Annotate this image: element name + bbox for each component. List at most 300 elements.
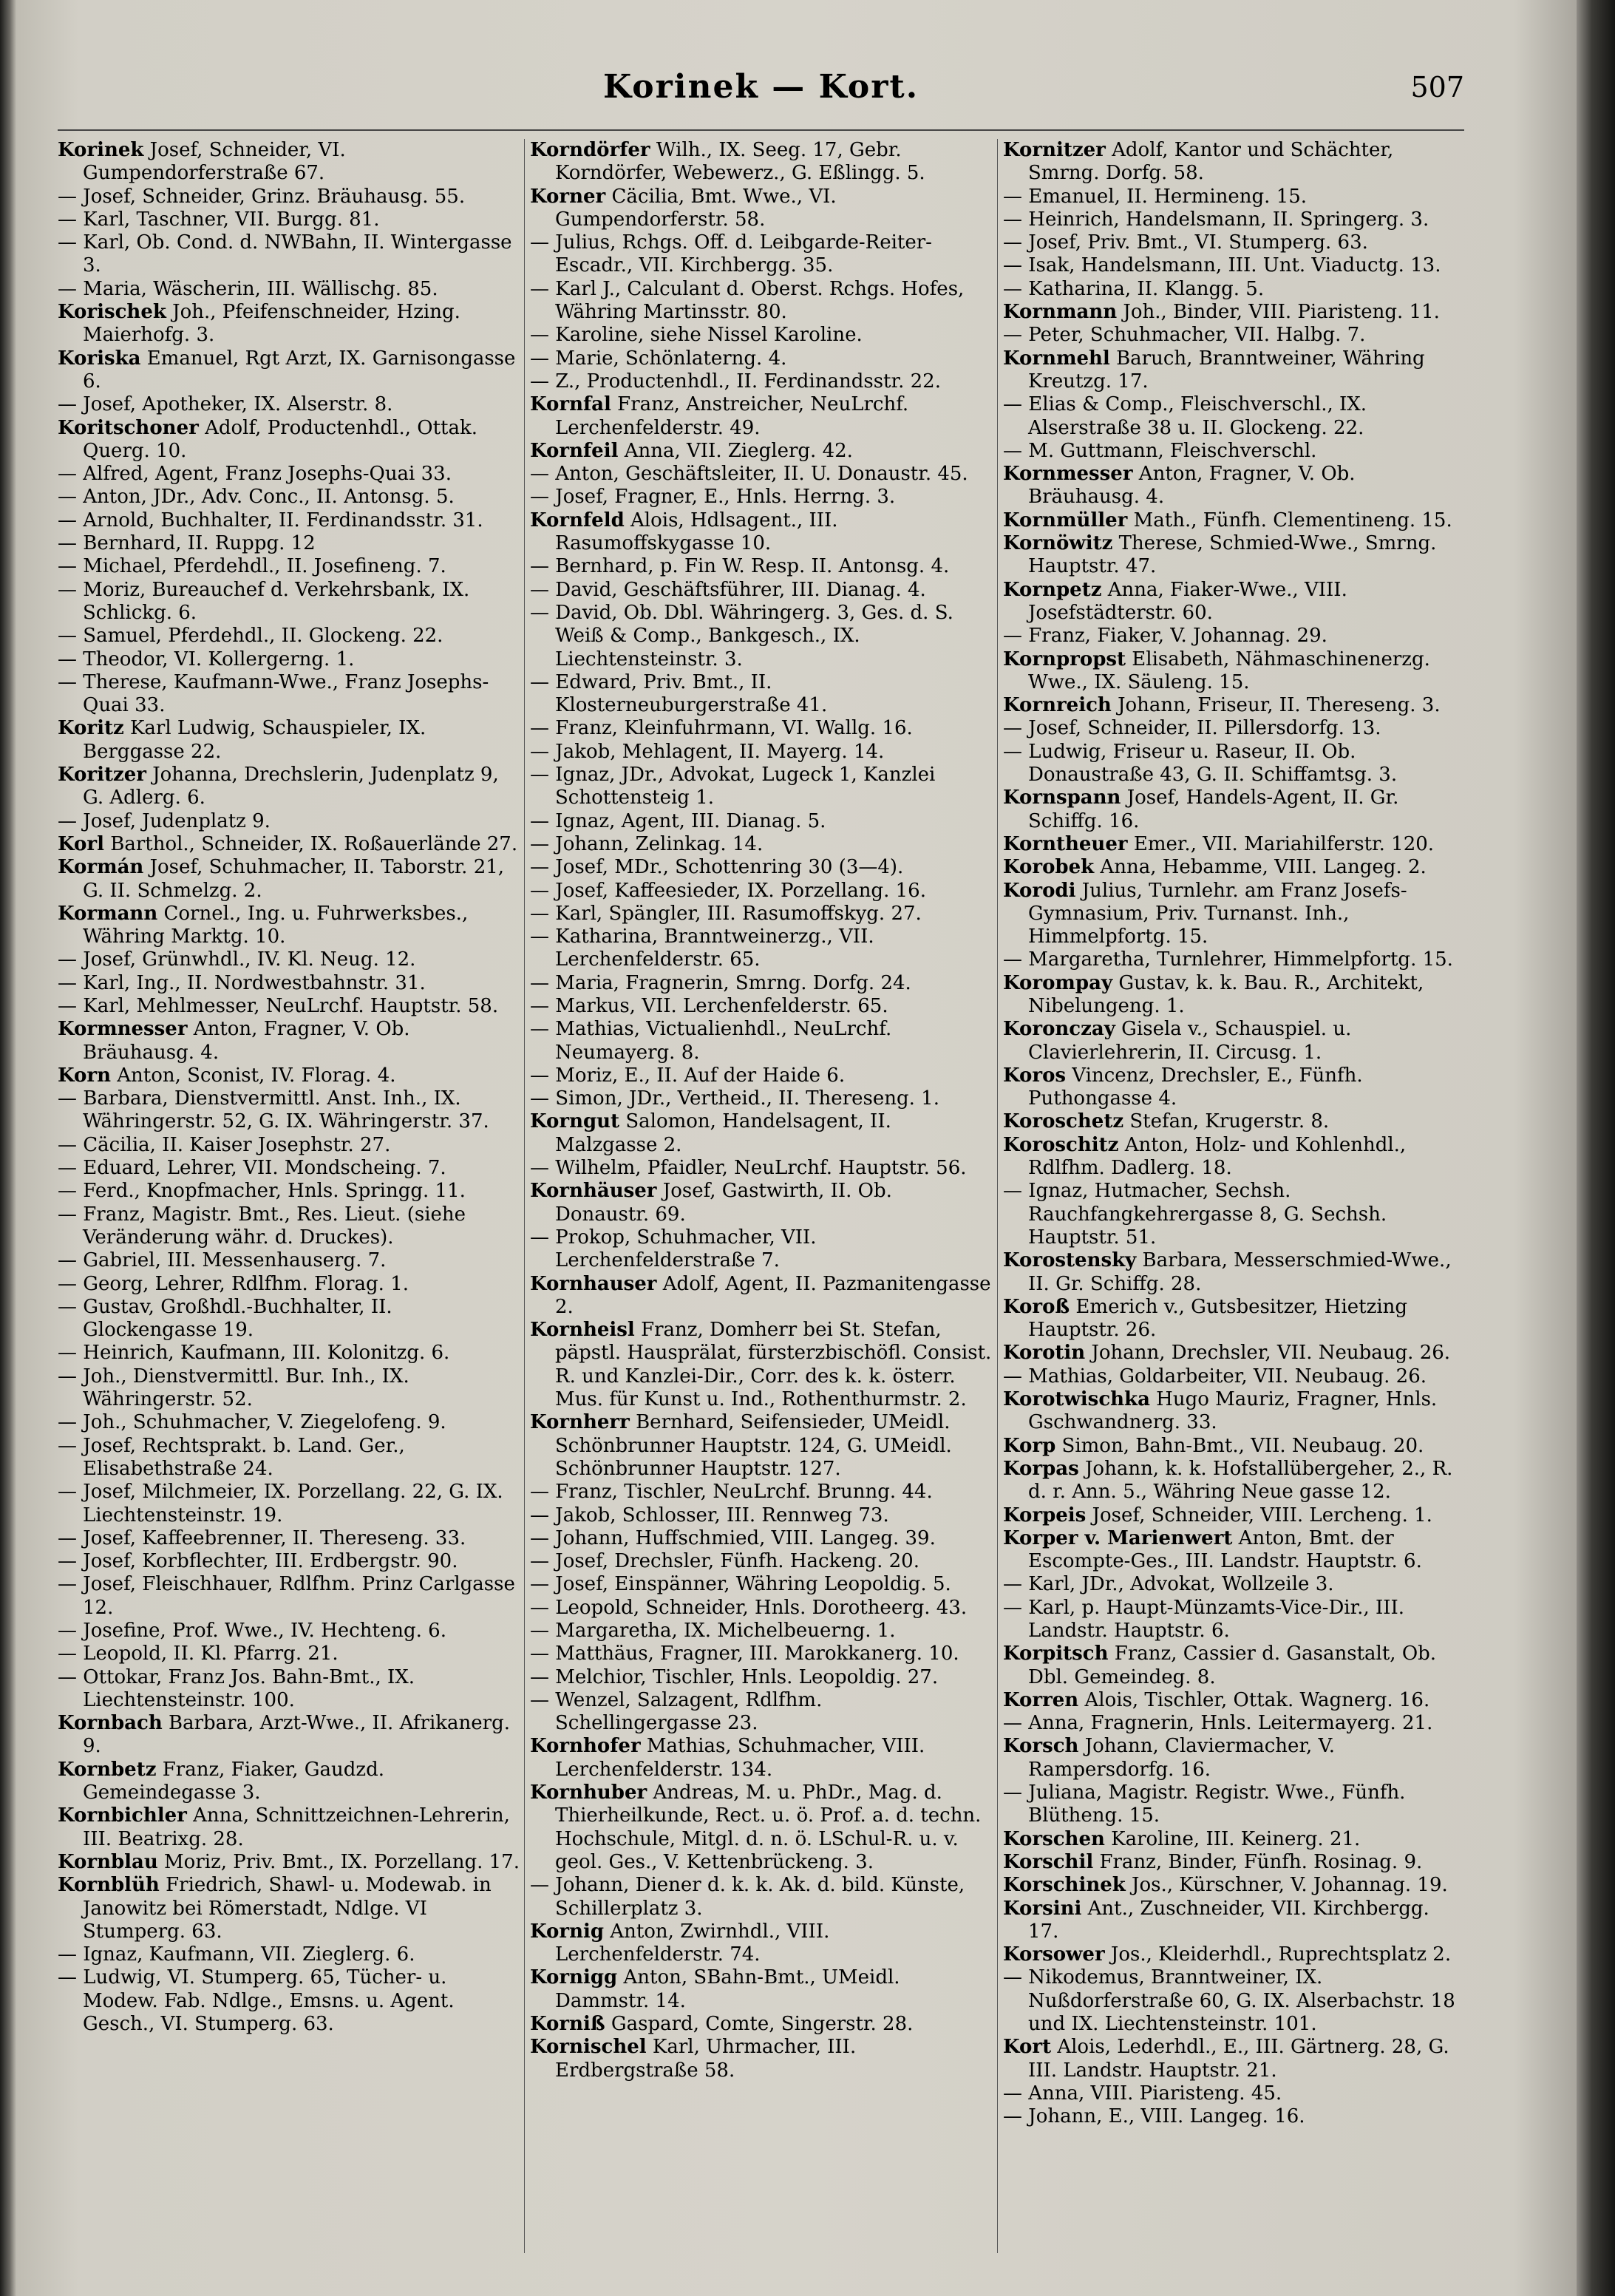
entry-text: — Marie, Schönlaterng. 4. [530, 347, 787, 370]
directory-entry [530, 810, 992, 833]
directory-entry [530, 741, 992, 764]
directory-entry [530, 579, 992, 602]
entry-headword: Korobek [1003, 856, 1095, 879]
directory-entry [530, 1504, 992, 1527]
directory-entry [58, 1643, 520, 1665]
entry-text: — Franz, Kleinfuhrmann, VI. Wallg. 16. [530, 717, 913, 740]
directory-entry [58, 671, 520, 718]
entry-text: — Heinrich, Handelsmann, II. Springerg. 3. [1003, 208, 1429, 231]
entry-text: — Georg, Lehrer, Rdlfhm. Florag. 1. [58, 1272, 409, 1295]
entry-headword: Korren [1003, 1688, 1079, 1711]
directory-entry [1003, 254, 1465, 277]
entry-text: — Josef, Schneider, II. Pillersdorfg. 13. [1003, 717, 1381, 740]
entry-text: — Gabriel, III. Messenhauserg. 7. [58, 1249, 387, 1272]
entry-text: Adolf, Productenhdl., Ottak. Querg. 10. [83, 416, 478, 462]
entry-text: — David, Ob. Dbl. Währingerg. 3, Ges. d. S. Weiß & Comp., Bankgesch., IX. Liechtensteinstr. 3. [530, 601, 953, 670]
entry-headword: Kornreich [1003, 694, 1112, 717]
directory-entry [530, 1573, 992, 1596]
directory-entry [58, 1296, 520, 1342]
entry-text: Barbara, Arzt-Wwe., II. Afrikanerg. 9. [83, 1712, 510, 1758]
entry-text: — Bernhard, II. Ruppg. 12 [58, 532, 316, 555]
directory-entry [1003, 347, 1465, 394]
entry-text: — Karl, Ing., II. Nordwestbahnstr. 31. [58, 971, 426, 994]
directory-entry [1003, 1064, 1465, 1111]
directory-entry [530, 1689, 992, 1736]
directory-entry [530, 717, 992, 740]
entry-headword: Koritz [58, 717, 124, 740]
directory-entry [530, 1874, 992, 1920]
directory-entry [1003, 2082, 1465, 2105]
entry-text: Hugo Mauriz, Fragner, Hnls. Gschwandnerg. 33. [1028, 1388, 1438, 1434]
entry-headword: Kort [1003, 2036, 1052, 2059]
entry-text: — Simon, JDr., Vertheid., II. Thereseng. 1. [530, 1087, 939, 1110]
entry-headword: Kornitzer [1003, 139, 1106, 161]
directory-entry [1003, 509, 1465, 532]
entry-text: — Katharina, II. Klangg. 5. [1003, 277, 1265, 300]
entry-text: Vincenz, Drechsler, E., Fünfh. Puthongasse 4. [1028, 1064, 1363, 1110]
directory-entry [58, 186, 520, 208]
directory-entry [58, 417, 520, 463]
entry-text: — Maria, Wäscherin, III. Wällischg. 85. [58, 277, 438, 300]
entry-text: — Moriz, Bureauchef d. Verkehrsbank, IX. Schlickg. 6. [58, 578, 470, 624]
entry-text: — Karl, Ob. Cond. d. NWBahn, II. Wintergasse 3. [58, 231, 512, 277]
entry-text: Johann, Friseur, II. Thereseng. 3. [1111, 694, 1441, 717]
entry-headword: Korpas [1003, 1457, 1079, 1480]
entry-text: — Josef, Drechsler, Fünfh. Hackeng. 20. [530, 1550, 919, 1573]
entry-text: Karoline, III. Keinerg. 21. [1104, 1827, 1361, 1850]
entry-text: Gaspard, Comte, Singerstr. 28. [605, 2013, 914, 2036]
directory-entry [1003, 440, 1465, 463]
entry-text: — David, Geschäftsführer, III. Dianag. 4. [530, 578, 926, 601]
entry-text: — Leopold, II. Kl. Pfarrg. 21. [58, 1643, 339, 1665]
entry-text: Alois, Tischler, Ottak. Wagnerg. 16. [1078, 1688, 1430, 1711]
directory-entry [1003, 1735, 1465, 1782]
directory-entry [1003, 648, 1465, 695]
entry-text: Math., Fünfh. Clementineng. 15. [1127, 509, 1452, 531]
directory-entry [530, 278, 992, 325]
directory-entry [1003, 1828, 1465, 1851]
entry-headword: Korn [58, 1064, 111, 1087]
directory-entry [58, 1804, 520, 1851]
directory-entry [530, 1666, 992, 1689]
directory-entry [1003, 1527, 1465, 1574]
entry-headword: Korotwischka [1003, 1388, 1150, 1411]
entry-headword: Korl [58, 832, 104, 855]
directory-entry [1003, 856, 1465, 879]
directory-entry [530, 1643, 992, 1665]
entry-headword: Kornmehl [1003, 347, 1110, 370]
directory-entry [530, 509, 992, 556]
entry-text: Anton, Holz- und Kohlenhdl., Rdlfhm. Dadlerg. 18. [1028, 1133, 1407, 1180]
directory-entry [530, 1966, 992, 2013]
directory-entry [1003, 1365, 1465, 1388]
directory-entry [1003, 301, 1465, 324]
directory-entry [530, 1064, 992, 1087]
entry-text: — Barbara, Dienstvermittl. Anst. Inh., IX. Währingerstr. 52, G. IX. Währingerstr. 37. [58, 1087, 489, 1133]
directory-entry [530, 2013, 992, 2036]
directory-entry [530, 1782, 992, 1874]
directory-entry [530, 972, 992, 995]
entry-text: Jos., Kürschner, V. Johannag. 19. [1125, 1874, 1448, 1897]
entry-headword: Kornmüller [1003, 509, 1128, 531]
entry-text: Adolf, Agent, II. Pazmanitengasse 2. [555, 1272, 991, 1318]
column-3 [1003, 139, 1465, 2283]
entry-text: Ant., Zuschneider, VII. Kirchbergg. 17. [1028, 1897, 1429, 1943]
entry-headword: Koritschoner [58, 416, 199, 439]
entry-headword: Korsini [1003, 1897, 1082, 1920]
directory-entry [1003, 1782, 1465, 1828]
entry-text: Cäcilia, Bmt. Wwe., VI. Gumpendorferstr. 58. [555, 185, 837, 231]
entry-text: — Moriz, E., II. Auf der Haide 6. [530, 1064, 846, 1087]
entry-text: Gisela v., Schauspiel. u. Clavierlehrerin, II. Circusg. 1. [1028, 1018, 1352, 1064]
directory-entry [1003, 880, 1465, 949]
entry-text: — Karl, p. Haupt-Münzamts-Vice-Dir., III. Landstr. Hauptstr. 6. [1003, 1596, 1405, 1642]
directory-entry [58, 1411, 520, 1434]
entry-text: — Josef, Rechtsprakt. b. Land. Ger., Elisabethstraße 24. [58, 1434, 405, 1480]
entry-headword: Korsch [1003, 1735, 1079, 1758]
directory-entry [530, 347, 992, 370]
entry-text: — Matthäus, Fragner, III. Marokkanerg. 10. [530, 1643, 959, 1665]
directory-entry [530, 764, 992, 810]
entry-headword: Kornhäuser [530, 1180, 657, 1203]
entry-text: — Cäcilia, II. Kaiser Josephstr. 27. [58, 1133, 391, 1156]
directory-entry [58, 972, 520, 995]
entry-text: Barthol., Schneider, IX. Roßauerlände 27. [103, 832, 518, 855]
directory-entry [530, 186, 992, 232]
directory-entry [530, 1550, 992, 1573]
directory-entry [530, 370, 992, 393]
directory-entry [58, 856, 520, 903]
directory-entry [58, 1134, 520, 1157]
entry-text: — Isak, Handelsmann, III. Unt. Viaductg. 13. [1003, 254, 1441, 277]
entry-text: Franz, Cassier d. Gasanstalt, Ob. Dbl. Gemeindeg. 8. [1028, 1643, 1437, 1688]
directory-entry [58, 1365, 520, 1412]
entry-text: — Ferd., Knopfmacher, Hnls. Springg. 11. [58, 1180, 466, 1203]
entry-text: Anton, SBahn-Bmt., UMeidl. Dammstr. 14. [555, 1966, 900, 2012]
directory-entry [1003, 1597, 1465, 1643]
entry-text: — Karl J., Calculant d. Oberst. Rchgs. Hofes, Währing Martinsstr. 80. [530, 277, 965, 324]
directory-entry [58, 555, 520, 578]
entry-text: Joh., Binder, VIII. Piaristeng. 11. [1117, 301, 1440, 324]
entry-text: — Theodor, VI. Kollergerng. 1. [58, 648, 355, 670]
directory-entry [530, 393, 992, 440]
directory-entry [530, 1110, 992, 1157]
entry-headword: Korostensky [1003, 1249, 1137, 1272]
directory-entry [58, 463, 520, 486]
entry-text: — Johann, Huffschmied, VIII. Langeg. 39. [530, 1526, 936, 1549]
entry-headword: Kornfal [530, 393, 611, 416]
directory-entry [1003, 278, 1465, 301]
entry-headword: Korschinek [1003, 1874, 1126, 1897]
entry-text: Josef, Schneider, VIII. Lercheng. 1. [1086, 1504, 1432, 1526]
entry-text: — Prokop, Schuhmacher, VII. Lerchenfelderstraße 7. [530, 1226, 817, 1272]
directory-entry [58, 1481, 520, 1527]
directory-entry [530, 1087, 992, 1110]
entry-text: — Juliana, Magistr. Registr. Wwe., Fünfh. Blütheng. 15. [1003, 1782, 1406, 1827]
directory-entry [1003, 1110, 1465, 1133]
scan-edge-left [0, 0, 16, 2296]
entry-headword: Kormán [58, 856, 144, 879]
entry-headword: Korp [1003, 1434, 1056, 1457]
directory-entry [530, 324, 992, 347]
entry-text: — Josefine, Prof. Wwe., IV. Hechteng. 6. [58, 1620, 446, 1642]
directory-entry [530, 903, 992, 925]
directory-entry [58, 1273, 520, 1296]
entry-text: — Johann, Diener d. k. k. Ak. d. bild. Künste, Schillerplatz 3. [530, 1874, 965, 1920]
entry-text: Salomon, Handelsagent, II. Malzgasse 2. [555, 1110, 891, 1156]
entry-text: — Arnold, Buchhalter, II. Ferdinandsstr. 31. [58, 509, 483, 531]
entry-text: Therese, Schmied-Wwe., Smrng. Hauptstr. 47. [1028, 532, 1437, 578]
entry-text: — Elias & Comp., Fleischverschl., IX. Alserstraße 38 u. II. Glockeng. 22. [1003, 393, 1367, 439]
directory-entry [58, 1435, 520, 1481]
directory-entry [530, 139, 992, 186]
entry-headword: Kornigg [530, 1966, 618, 1989]
entry-headword: Kormnesser [58, 1018, 188, 1041]
entry-text: — Jakob, Schlosser, III. Rennweg 73. [530, 1504, 889, 1526]
directory-entry [1003, 186, 1465, 208]
entry-text: Cornel., Ing. u. Fuhrwerksbes., Währing Marktg. 10. [83, 902, 469, 948]
directory-entry [1003, 694, 1465, 717]
directory-entry [58, 903, 520, 949]
directory-entry [58, 301, 520, 347]
directory-entry [1003, 324, 1465, 347]
running-title: Korinek — Kort. [602, 68, 919, 106]
entry-headword: Korper v. Marienwert [1003, 1526, 1233, 1549]
directory-entry [58, 1966, 520, 2036]
directory-entry [530, 555, 992, 578]
directory-entry [1003, 463, 1465, 509]
entry-text: — Ottokar, Franz Jos. Bahn-Bmt., IX. Liechtensteinstr. 100. [58, 1665, 415, 1711]
entry-text: Johanna, Drechslerin, Judenplatz 9, G. Adlerg. 6. [83, 764, 499, 809]
entry-text: Barbara, Messerschmied-Wwe., II. Gr. Schiffg. 28. [1028, 1249, 1452, 1295]
entry-text: — Johann, E., VIII. Langeg. 16. [1003, 2105, 1305, 2128]
entry-text: Emerich v., Gutsbesitzer, Hietzing Hauptstr. 26. [1028, 1295, 1408, 1342]
entry-text: — Jakob, Mehlagent, II. Mayerg. 14. [530, 740, 885, 763]
directory-entry [58, 1759, 520, 1805]
entry-text: — Franz, Magistr. Bmt., Res. Lieut. (siehe Veränderung währ. d. Druckes). [58, 1203, 466, 1249]
entry-text: — Katharina, Branntweinerzg., VII. Lerchenfelderstr. 65. [530, 925, 874, 971]
directory-entry [1003, 717, 1465, 740]
entry-headword: Kornfeld [530, 509, 625, 531]
column-divider [997, 139, 998, 2253]
entry-text: — Josef, Kaffeebrenner, II. Thereseng. 33. [58, 1526, 466, 1549]
entry-text: — Alfred, Agent, Franz Josephs-Quai 33. [58, 463, 452, 486]
column-1 [58, 139, 520, 2283]
directory-entry [58, 509, 520, 532]
entry-text: — Josef, Schneider, Grinz. Bräuhausg. 55. [58, 185, 466, 208]
directory-entry [530, 1620, 992, 1643]
entry-headword: Kornbetz [58, 1758, 157, 1781]
directory-entry [530, 1226, 992, 1273]
entry-headword: Korngut [530, 1110, 620, 1133]
entry-headword: Kornig [530, 1920, 605, 1943]
entry-text: Franz, Fiaker, Gaudzd. Gemeindegasse 3. [83, 1758, 385, 1804]
entry-text: — Wenzel, Salzagent, Rdlfhm. Schellingergasse 23. [530, 1688, 823, 1735]
entry-headword: Koritzer [58, 764, 146, 787]
entry-text: Josef, Gastwirth, II. Ob. Donaustr. 69. [555, 1180, 892, 1226]
entry-headword: Korodi [1003, 879, 1076, 902]
directory-entry [58, 995, 520, 1018]
entry-text: Josef, Schneider, VI. Gumpendorferstraße 67. [83, 139, 346, 185]
directory-entry [530, 1481, 992, 1504]
entry-text: — Franz, Tischler, NeuLrchf. Brunng. 44. [530, 1481, 933, 1504]
directory-entry [1003, 1342, 1465, 1365]
entry-text: Bernhard, Seifensieder, UMeidl. Schönbrunner Hauptstr. 124, G. UMeidl. Schönbrunner Hauptstr. 127. [555, 1411, 952, 1480]
directory-entry [58, 1851, 520, 1874]
entry-headword: Kornmann [1003, 301, 1118, 324]
entry-text: Franz, Binder, Fünfh. Rosinag. 9. [1093, 1850, 1423, 1873]
directory-entry [58, 833, 520, 856]
directory-entry [1003, 1435, 1465, 1458]
column-divider [524, 139, 525, 2253]
entry-text: — Samuel, Pferdehdl., II. Glockeng. 22. [58, 625, 443, 648]
entry-headword: Kornhauser [530, 1272, 657, 1295]
entry-headword: Korschen [1003, 1827, 1105, 1850]
entry-text: — Michael, Pferdehdl., II. Josefineng. 7. [58, 555, 446, 578]
directory-entry [58, 948, 520, 971]
entry-text: — Ignaz, Hutmacher, Sechsh. Rauchfangkehrergasse 8, G. Sechsh. Hauptstr. 51. [1003, 1180, 1387, 1249]
entry-text: Anton, Zwirnhdl., VIII. Lerchenfelderstr. 74. [555, 1920, 830, 1966]
entry-headword: Korotin [1003, 1342, 1086, 1365]
entry-headword: Koroschitz [1003, 1133, 1119, 1156]
entry-text: — Karoline, siehe Nissel Karoline. [530, 324, 863, 347]
directory-entry [530, 1273, 992, 1319]
entry-headword: Korompay [1003, 971, 1113, 994]
entry-text: — Bernhard, p. Fin W. Resp. II. Antonsg. 4. [530, 555, 950, 578]
directory-entry [530, 1411, 992, 1481]
entry-text: — Ignaz, Agent, III. Dianag. 5. [530, 809, 826, 832]
entry-text: Elisabeth, Nähmaschinenerzg. Wwe., IX. Säuleng. 15. [1028, 648, 1430, 693]
entry-text: — Josef, Apotheker, IX. Alserstr. 8. [58, 393, 393, 416]
entry-headword: Korschil [1003, 1850, 1094, 1873]
page-header [58, 68, 1464, 120]
directory-entry [530, 1527, 992, 1550]
entry-text: — Markus, VII. Lerchenfelderstr. 65. [530, 994, 888, 1017]
directory-entry [58, 1018, 520, 1064]
entry-text: Jos., Kleiderhdl., Ruprechtsplatz 2. [1104, 1943, 1452, 1966]
entry-text: Julius, Turnlehr. am Franz Josefs-Gymnasium, Priv. Turnanst. Inh., Himmelpfortg. 15. [1028, 879, 1407, 948]
directory-entry [58, 1203, 520, 1250]
entry-headword: Korpeis [1003, 1504, 1087, 1526]
entry-headword: Kornpetz [1003, 578, 1102, 601]
directory-entry [58, 1249, 520, 1272]
entry-text: Anna, VII. Zieglerg. 42. [618, 439, 853, 462]
directory-entry [58, 1064, 520, 1087]
directory-entry [1003, 1689, 1465, 1712]
entry-text: — Ludwig, VI. Stumperg. 65, Tücher- u. Modew. Fab. Ndlge., Emsns. u. Agent. Gesch., VI. Stumperg. 63. [58, 1966, 455, 2036]
entry-text: — Nikodemus, Branntweiner, IX. Nußdorferstraße 60, G. IX. Alserbachstr. 18 und IX. Liechtensteinstr. 101. [1003, 1966, 1455, 2036]
entry-headword: Kornpropst [1003, 648, 1126, 670]
entry-text: Andreas, M. u. PhDr., Mag. d. Thierheilkunde, Rect. u. ö. Prof. a. d. techn. Hochschule, Mitgl. d. n. ö. LSchul-R. u. v. geol. Ges., V. Kettenbrückeng. 3. [555, 1782, 982, 1873]
entry-text: — Joh., Schuhmacher, V. Ziegelofeng. 9. [58, 1411, 446, 1434]
directory-entry [58, 625, 520, 648]
entry-text: Wilh., IX. Seeg. 17, Gebr. Korndörfer, Webewerz., G. Eßlingg. 5. [555, 139, 925, 185]
entry-headword: Koronczay [1003, 1018, 1115, 1041]
scan-edge-right [1577, 0, 1615, 2296]
directory-entry [1003, 833, 1465, 856]
directory-entry [530, 1920, 992, 1967]
directory-entry [530, 463, 992, 486]
directory-entry [530, 833, 992, 856]
entry-headword: Korntheuer [1003, 832, 1128, 855]
directory-entry [1003, 1851, 1465, 1874]
directory-entry [530, 925, 992, 972]
entry-text: — Johann, Zelinkag. 14. [530, 832, 764, 855]
entry-text: — M. Guttmann, Fleischverschl. [1003, 439, 1317, 462]
entry-text: Anna, Hebamme, VIII. Langeg. 2. [1094, 856, 1427, 879]
directory-entry [1003, 1296, 1465, 1342]
entry-headword: Koros [1003, 1064, 1067, 1087]
entry-text: Moriz, Priv. Bmt., IX. Porzellang. 17. [157, 1850, 520, 1873]
directory-entry [530, 1018, 992, 1064]
entry-text: — Josef, Kaffeesieder, IX. Porzellang. 16. [530, 879, 926, 902]
entry-text: — Anton, Geschäftsleiter, II. U. Donaustr. 45. [530, 463, 968, 486]
entry-text: — Therese, Kaufmann-Wwe., Franz Josephs-Quai 33. [58, 670, 489, 717]
directory-entry [58, 208, 520, 231]
directory-entry [1003, 787, 1465, 833]
directory-entry [1003, 393, 1465, 440]
directory-entry [58, 1342, 520, 1365]
entry-headword: Korpitsch [1003, 1643, 1109, 1665]
entry-text: — Melchior, Tischler, Hnls. Leopoldig. 27. [530, 1665, 939, 1688]
header-rule [58, 129, 1464, 131]
entry-text: Gustav, k. k. Bau. R., Architekt, Nibelungeng. 1. [1028, 971, 1424, 1017]
entry-text: Karl, Uhrmacher, III. Erdbergstraße 58. [555, 2036, 857, 2082]
entry-text: Anton, Sconist, IV. Florag. 4. [110, 1064, 396, 1087]
entry-text: Simon, Bahn-Bmt., VII. Neubaug. 20. [1055, 1434, 1424, 1457]
entry-text: Alois, Lederhdl., E., III. Gärtnerg. 28, G. III. Landstr. Hauptstr. 21. [1028, 2036, 1449, 2082]
entry-text: — Josef, Grünwhdl., IV. Kl. Neug. 12. [58, 948, 416, 971]
directory-entry [530, 995, 992, 1018]
entry-text: Anton, Bmt. der Escompte-Ges., III. Landstr. Hauptstr. 6. [1028, 1526, 1422, 1573]
entry-text: Anton, Fragner, V. Ob. Bräuhausg. 4. [1028, 463, 1356, 509]
entry-headword: Kornblau [58, 1850, 158, 1873]
entry-text: — Eduard, Lehrer, VII. Mondscheing. 7. [58, 1157, 446, 1180]
entry-text: — Gustav, Großhdl.-Buchhalter, II. Glockengasse 19. [58, 1295, 392, 1342]
directory-entry [530, 1735, 992, 1782]
entry-text: — Josef, MDr., Schottenring 30 (3—4). [530, 856, 904, 879]
entry-text: — Mathias, Victualienhdl., NeuLrchf. Neumayerg. 8. [530, 1018, 892, 1064]
directory-entry [58, 1620, 520, 1643]
page-number: 507 [1410, 71, 1464, 103]
directory-entry [1003, 972, 1465, 1019]
entry-headword: Koriska [58, 347, 141, 370]
entry-text: Alois, Hdlsagent., III. Rasumoffskygasse 10. [555, 509, 838, 555]
entry-text: — Karl, Mehlmesser, NeuLrchf. Hauptstr. 58. [58, 994, 499, 1017]
directory-entry [1003, 139, 1465, 186]
entry-text: — Emanuel, II. Hermineng. 15. [1003, 185, 1308, 208]
entry-text: — Anton, JDr., Adv. Conc., II. Antonsg. 5. [58, 486, 455, 509]
entry-text: Johann, k. k. Hofstallübergeher, 2., R. d. r. Ann. 5., Währing Neue gasse 12. [1028, 1457, 1453, 1504]
entry-text: — Maria, Fragnerin, Smrng. Dorfg. 24. [530, 971, 911, 994]
entry-text: — Margaretha, IX. Michelbeuerng. 1. [530, 1620, 896, 1642]
directory-entry [1003, 1504, 1465, 1527]
entry-text: Emer., VII. Mariahilferstr. 120. [1127, 832, 1435, 855]
entry-text: — Ignaz, JDr., Advokat, Lugeck 1, Kanzlei Schottensteig 1. [530, 764, 936, 809]
directory-entry [530, 671, 992, 718]
entry-headword: Koroschetz [1003, 1110, 1124, 1133]
entry-headword: Koroß [1003, 1295, 1070, 1318]
directory-entry [1003, 1134, 1465, 1181]
directory-entry [1003, 1018, 1465, 1064]
directory-entry [1003, 579, 1465, 625]
directory-entry [1003, 532, 1465, 579]
directory-entry [530, 1180, 992, 1226]
entry-text: Josef, Handels-Agent, II. Gr. Schiffg. 16. [1028, 787, 1399, 832]
directory-entry [1003, 1966, 1465, 2036]
entry-headword: Kornhuber [530, 1782, 647, 1804]
directory-entry [1003, 1712, 1465, 1735]
